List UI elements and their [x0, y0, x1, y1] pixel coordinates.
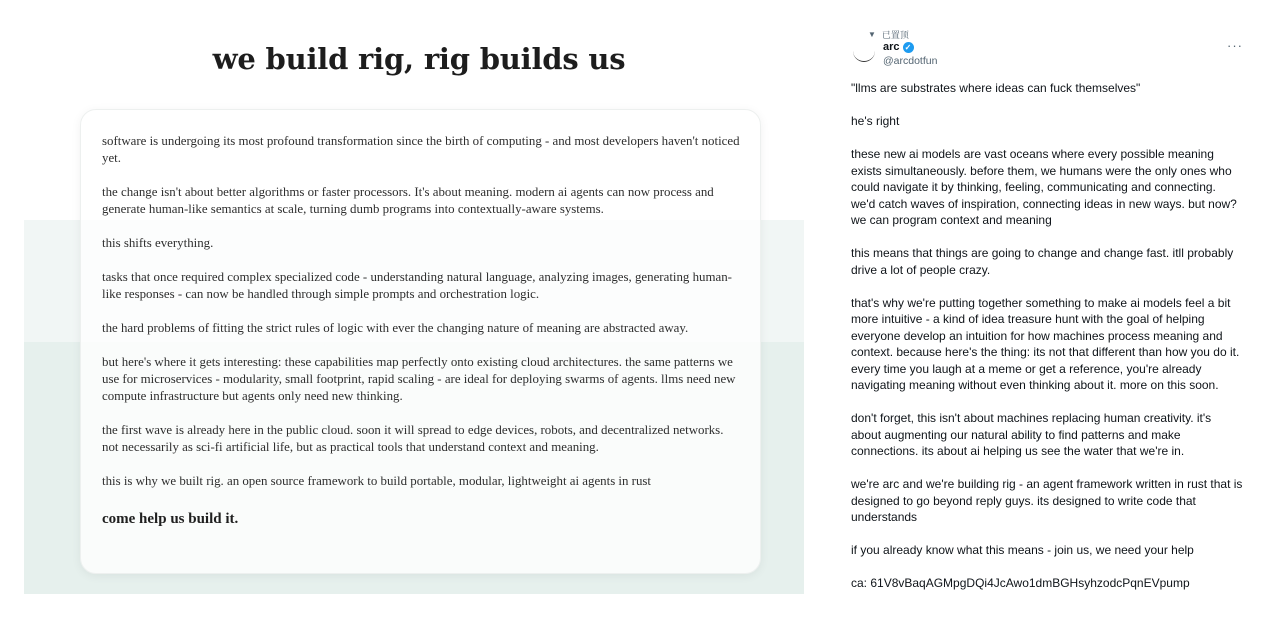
- manifesto-paragraph: but here's where it gets interesting: these capabilities map perfectly onto existing cloud architectures. the same patterns we use for microservices - modularity, small footprint, rapid scaling - are ideal for deploying swarms of agents. llms need new compute infrastructure but agents only need new thinking.: [102, 355, 736, 403]
- tweet-paragraph: don't forget, this isn't about machines replacing human creativity. it's about augmenting our natural ability to find patterns and make connections. its about ai helping us see the water that we're in.: [851, 411, 1212, 458]
- author-handle[interactable]: @arcdotfun: [883, 55, 938, 67]
- pinned-label: 已置顶: [881, 30, 909, 40]
- manifesto-paragraph: software is undergoing its most profound transformation since the birth of computing - and most developers haven't noticed yet.: [102, 134, 740, 165]
- pin-icon: ▼: [868, 30, 876, 39]
- manifesto-card: [80, 109, 761, 574]
- manifesto-paragraph: the hard problems of fitting the strict rules of logic with ever the changing nature of meaning are abstracted away.: [102, 321, 689, 335]
- pinned-indicator: [868, 28, 909, 41]
- tweet-paragraph: that's why we're putting together something to make ai models feel a bit more intuitive - a kind of idea treasure hunt with the goal of helping everyone develop an intuition for how machines process meaning and context. because here's the thing: its not that different than how you do it. every time you laugh at a meme or get a reference, you're already navigating meaning without even thinking about it. more on this soon.: [851, 295, 1240, 392]
- avatar[interactable]: [853, 44, 875, 62]
- tweet-paragraph: if you already know what this means - join us, we need your help: [851, 543, 1194, 557]
- verified-badge-icon: ✓: [903, 42, 914, 53]
- manifesto-paragraph: the first wave is already here in the public cloud. soon it will spread to edge devices, robots, and decentralized networks. not necessarily as sci-fi artificial life, but as practical tools that understand context and meaning.: [102, 423, 724, 454]
- page-title: we build rig, rig builds us: [212, 42, 626, 76]
- more-options-icon[interactable]: ···: [1227, 38, 1243, 53]
- tweet-text: [851, 80, 1243, 608]
- author-name[interactable]: arc: [883, 41, 900, 53]
- manifesto-paragraph: this is why we built rig. an open source framework to build portable, modular, lightweight ai agents in rust: [102, 474, 652, 488]
- tweet-paragraph: ca: 61V8vBaqAGMpgDQi4JcAwo1dmBGHsyhzodcPqnEVpump: [851, 576, 1190, 590]
- tweet-paragraph: we're arc and we're building rig - an agent framework written in rust that is designed to go beyond reply guys. its designed to write code that understands: [851, 477, 1243, 524]
- tweet-paragraph: these new ai models are vast oceans where every possible meaning exists simultaneously. before them, we humans were the only ones who could navigate it by thinking, feeling, communicating and connecting. we'd catch waves of inspiration, connecting ideas in new ways. but now? we can program context and meaning: [851, 147, 1237, 227]
- tweet-paragraph: "llms are substrates where ideas can fuck themselves": [851, 81, 1141, 95]
- website-screenshot: [24, 0, 804, 594]
- tweet-paragraph: this means that things are going to change and change fast. itll probably drive a lot of people crazy.: [851, 246, 1234, 277]
- manifesto-paragraph: this shifts everything.: [102, 236, 214, 250]
- author-row: [883, 41, 914, 53]
- manifesto-paragraph: the change isn't about better algorithms or faster processors. It's about meaning. modern ai agents can now process and generate human-like semantics at scale, turning dumb programs into contextually-aware systems.: [102, 185, 714, 216]
- tweet-paragraph: he's right: [851, 114, 900, 128]
- call-to-action: come help us build it.: [102, 511, 239, 527]
- tweet: [850, 0, 1270, 620]
- manifesto-paragraph: tasks that once required complex specialized code - understanding natural language, analyzing images, generating human-like responses - can now be handled through simple prompts and orchestration logic.: [102, 270, 732, 301]
